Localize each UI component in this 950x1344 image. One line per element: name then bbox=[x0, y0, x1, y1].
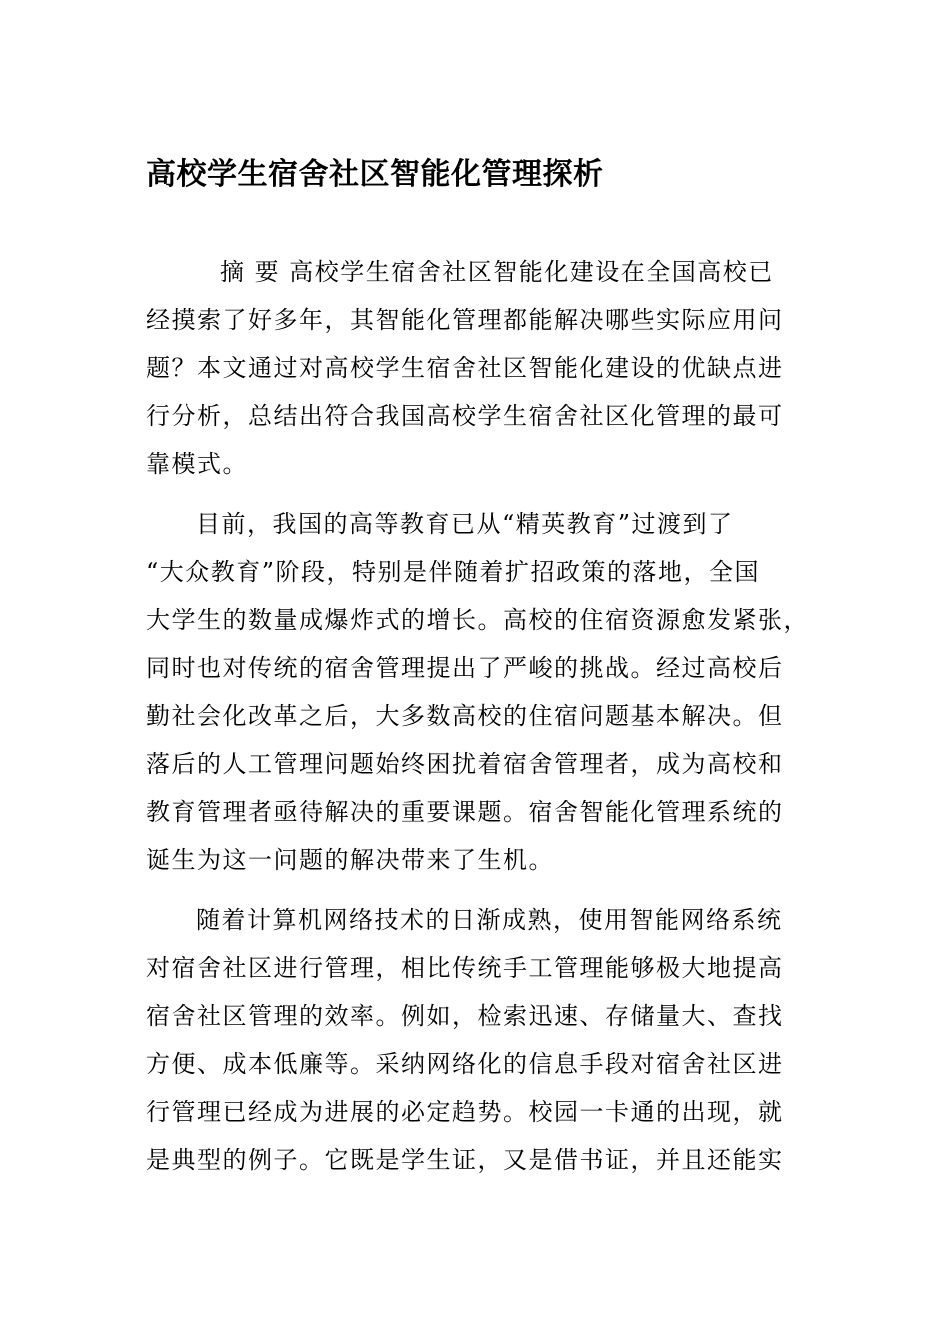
paragraph-line: “大众教育”阶段，特别是伴随着扩招政策的落地，全国 bbox=[146, 558, 761, 586]
paragraph-line: 目前，我国的高等教育已从“精英教育”过渡到了 bbox=[196, 510, 734, 538]
body-paragraph-2 bbox=[146, 896, 786, 1184]
paragraph-line: 宿舍社区管理的效率。例如，检索迅速、存储量大、查找 bbox=[146, 1002, 784, 1030]
body-paragraph-1 bbox=[146, 500, 809, 884]
paragraph-line: 大学生的数量成爆炸式的增长。高校的住宿资源愈发紧张， bbox=[146, 606, 809, 634]
abstract-paragraph bbox=[146, 248, 786, 488]
abstract-line: 题？本文通过对高校学生宿舍社区智能化建设的优缺点进 bbox=[146, 354, 784, 382]
paragraph-line: 方便、成本低廉等。采纳网络化的信息手段对宿舍社区进 bbox=[146, 1050, 784, 1078]
paragraph-line: 诞生为这一问题的解决带来了生机。 bbox=[146, 846, 554, 874]
paragraph-line: 教育管理者亟待解决的重要课题。宿舍智能化管理系统的 bbox=[146, 798, 784, 826]
abstract-line: 经摸索了好多年，其智能化管理都能解决哪些实际应用问 bbox=[146, 306, 784, 334]
abstract-line: 摘 要 高校学生宿舍社区智能化建设在全国高校已 bbox=[220, 258, 774, 286]
abstract-line: 靠模式。 bbox=[146, 450, 248, 478]
paragraph-line: 勤社会化改革之后，大多数高校的住宿问题基本解决。但 bbox=[146, 702, 784, 730]
document-title: 高校学生宿舍社区智能化管理探析 bbox=[146, 157, 604, 192]
paragraph-line: 是典型的例子。它既是学生证，又是借书证，并且还能实 bbox=[146, 1146, 784, 1174]
paragraph-line: 落后的人工管理问题始终困扰着宿舍管理者，成为高校和 bbox=[146, 750, 784, 778]
abstract-line: 行分析，总结出符合我国高校学生宿舍社区化管理的最可 bbox=[146, 402, 784, 430]
paragraph-line: 对宿舍社区进行管理，相比传统手工管理能够极大地提高 bbox=[146, 954, 784, 982]
paragraph-line: 同时也对传统的宿舍管理提出了严峻的挑战。经过高校后 bbox=[146, 654, 784, 682]
paragraph-line: 随着计算机网络技术的日渐成熟，使用智能网络系统 bbox=[196, 906, 783, 934]
paragraph-line: 行管理已经成为进展的必定趋势。校园一卡通的出现，就 bbox=[146, 1098, 784, 1126]
